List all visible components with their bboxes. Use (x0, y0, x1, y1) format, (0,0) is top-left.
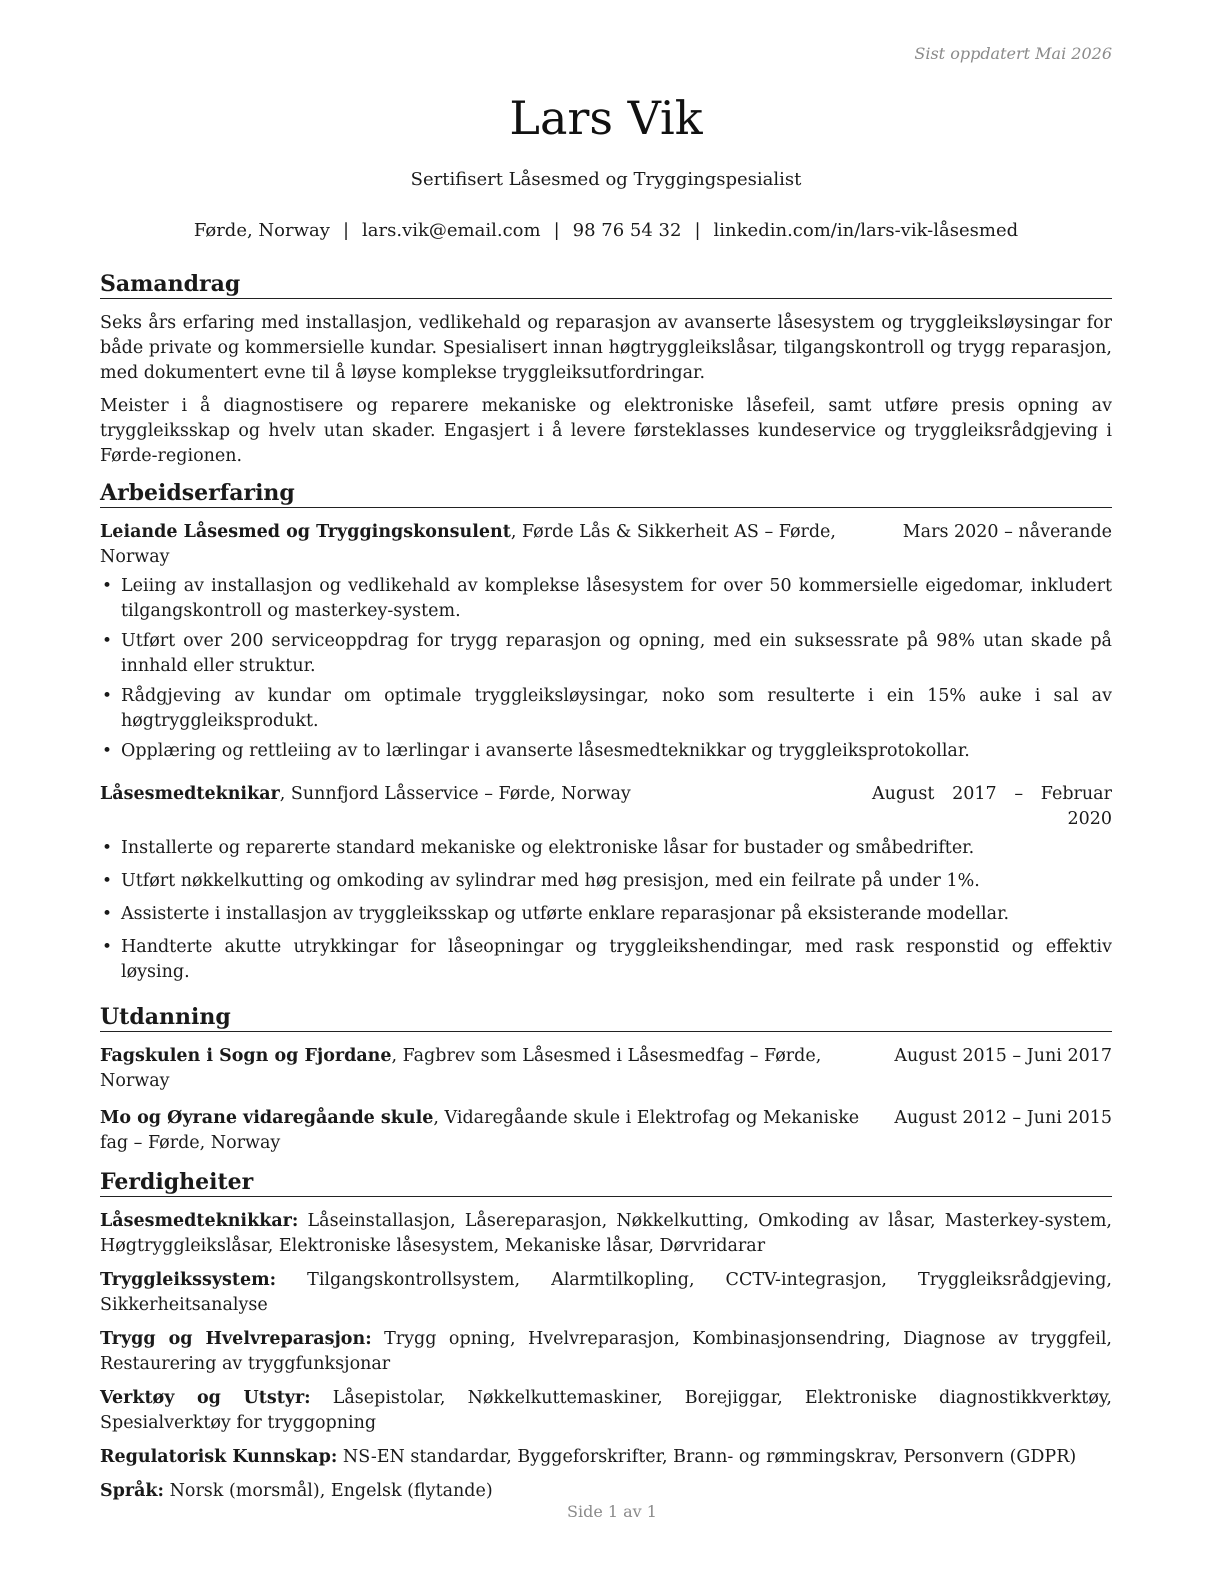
job-header (100, 520, 1112, 570)
school-name: Fagskulen i Sogn og Fjordane (100, 1046, 392, 1066)
job-header (100, 782, 1112, 832)
candidate-name: Lars Vik (509, 91, 703, 145)
contact-line (100, 219, 1112, 243)
education-details: , Fagbrev som Låsesmed i Låsesmedfag – Førde, Norway (100, 1046, 822, 1091)
skill-value: Tilgangskontrollsystem, Alarmtilkopling, CCTV-integrasjon, Tryggleiksrådgjeving, Sikkerheitsanalyse (100, 1270, 1112, 1315)
section-heading-education: Utdanning (100, 1003, 1112, 1032)
list-item: • Opplæring og rettleiing av to lærlingar i avanserte låsesmedteknikkar og tryggleiksprotokollar. (100, 739, 1112, 764)
contact-email[interactable]: lars.vik@email.com (362, 220, 541, 241)
skill-label: Verktøy og Utstyr: (100, 1388, 311, 1408)
skill-value: Norsk (morsmål), Engelsk (flytande) (164, 1481, 493, 1501)
list-item: • Leiing av installasjon og vedlikehald av komplekse låsesystem for over 50 kommersielle eigedomar, inkludert tilgangskontroll og masterkey-system. (100, 574, 1112, 624)
summary-paragraph: Seks års erfaring med installasjon, vedlikehald og reparasjon av avanserte låsesystem og tryggleiksløysingar for både private og kommersielle kundar. Spesialisert innan høgtryggleikslåsar, tilgangskontroll og trygg reparasjon, med dokumentert evne til å løyse komplekse tryggleiksutfordringar. (100, 313, 1112, 383)
skill-label: Tryggleikssystem: (100, 1270, 277, 1290)
candidate-title: Sertifisert Låsesmed og Tryggingspesialist (410, 169, 802, 190)
skill-label: Låsesmedteknikkar: (100, 1211, 299, 1231)
contact-separator: | (694, 220, 701, 241)
education-details: , Vidaregåande skule i Elektrofag og Mekaniske fag – Førde, Norway (100, 1108, 860, 1153)
job-dates: August 2017 – Februar 2020 (872, 784, 1112, 829)
experience-section (100, 479, 1112, 985)
education-entry (100, 1106, 1112, 1156)
skill-value: Trygg opning, Hvelvreparasjon, Kombinasjonsendring, Diagnose av tryggfeil, Restaurering av tryggfunksjonar (100, 1329, 1112, 1374)
job-bullets (100, 836, 1112, 985)
education-dates: August 2015 – Juni 2017 (894, 1046, 1112, 1066)
resume-body (100, 270, 1112, 1514)
list-item: • Installerte og reparerte standard mekaniske og elektroniske låsar for bustader og småbedrifter. (100, 836, 1112, 861)
job-employer: , Førde Lås & Sikkerheit AS – Førde, Norway (100, 522, 836, 567)
skill-row (100, 1209, 1112, 1259)
summary-section (100, 270, 1112, 469)
job-employer: , Sunnfjord Låsservice – Førde, Norway (279, 784, 631, 804)
skill-row (100, 1445, 1112, 1470)
contact-linkedin[interactable]: linkedin.com/in/lars-vik-låsesmed (713, 220, 1019, 241)
skill-row (100, 1327, 1112, 1377)
page-number: Side 1 av 1 (567, 1502, 657, 1521)
job-dates: Mars 2020 – nåverande (902, 522, 1112, 542)
list-item: • Utført over 200 serviceoppdrag for trygg reparasjon og opning, med ein suksessrate på 98% utan skade på innhald eller struktur. (100, 629, 1112, 679)
job-title: Låsesmedteknikar (100, 784, 280, 804)
section-heading-skills: Ferdigheiter (100, 1168, 1112, 1197)
last-updated: Sist oppdatert Mai 2026 (914, 44, 1112, 63)
job-title: Leiande Låsesmed og Tryggingskonsulent (100, 522, 511, 542)
skill-value: NS-EN standardar, Byggeforskrifter, Brann- og rømmingskrav, Personvern (GDPR) (337, 1447, 1077, 1467)
skill-label: Regulatorisk Kunnskap: (100, 1447, 338, 1467)
contact-separator: | (553, 220, 560, 241)
contact-location: Førde, Norway (193, 220, 330, 241)
section-heading-experience: Arbeidserfaring (100, 479, 1112, 508)
contact-separator: | (342, 220, 350, 241)
section-heading-summary: Samandrag (100, 270, 1112, 299)
list-item: • Handterte akutte utrykkingar for låseopningar og tryggleikshendingar, med rask responstid og effektiv løysing. (100, 935, 1112, 985)
summary-paragraph: Meister i å diagnostisere og reparere mekaniske og elektroniske låsefeil, samt utføre presis opning av tryggleiksskap og hvelv utan skader. Engasjert i å levere førsteklasses kundeservice og tryggleiksrådgjeving i Førde-regionen. (100, 396, 1112, 466)
job-entry (100, 520, 1112, 764)
skill-label: Språk: (100, 1481, 165, 1501)
skill-row (100, 1386, 1112, 1436)
education-dates: August 2012 – Juni 2015 (894, 1108, 1112, 1128)
job-entry (100, 782, 1112, 985)
skill-value: Låseinstallasjon, Låsereparasjon, Nøkkelkutting, Omkoding av låsar, Masterkey-system, Høgtryggleikslåsar, Elektroniske låsesystem, Mekaniske låsar, Dørvridarar (100, 1211, 1112, 1256)
skill-value: Låsepistolar, Nøkkelkuttemaskiner, Borejiggar, Elektroniske diagnostikkverktøy, Spesialverktøy for tryggopning (100, 1388, 1112, 1433)
skill-row (100, 1479, 1112, 1504)
list-item: • Assisterte i installasjon av tryggleiksskap og utførte enklare reparasjonar på eksisterande modellar. (100, 902, 1112, 927)
skill-label: Trygg og Hvelvreparasjon: (100, 1329, 372, 1349)
job-bullets (100, 574, 1112, 764)
skills-section (100, 1168, 1112, 1504)
education-entry (100, 1044, 1112, 1094)
list-item: • Utført nøkkelkutting og omkoding av sylindrar med høg presisjon, med ein feilrate på under 1%. (100, 869, 1112, 894)
contact-phone: 98 76 54 32 (572, 220, 682, 241)
list-item: • Rådgjeving av kundar om optimale tryggleiksløysingar, noko som resulterte i ein 15% auke i sal av høgtryggleiksprodukt. (100, 684, 1112, 734)
school-name: Mo og Øyrane vidaregåande skule (100, 1108, 434, 1128)
skill-row (100, 1268, 1112, 1318)
education-section (100, 1003, 1112, 1156)
